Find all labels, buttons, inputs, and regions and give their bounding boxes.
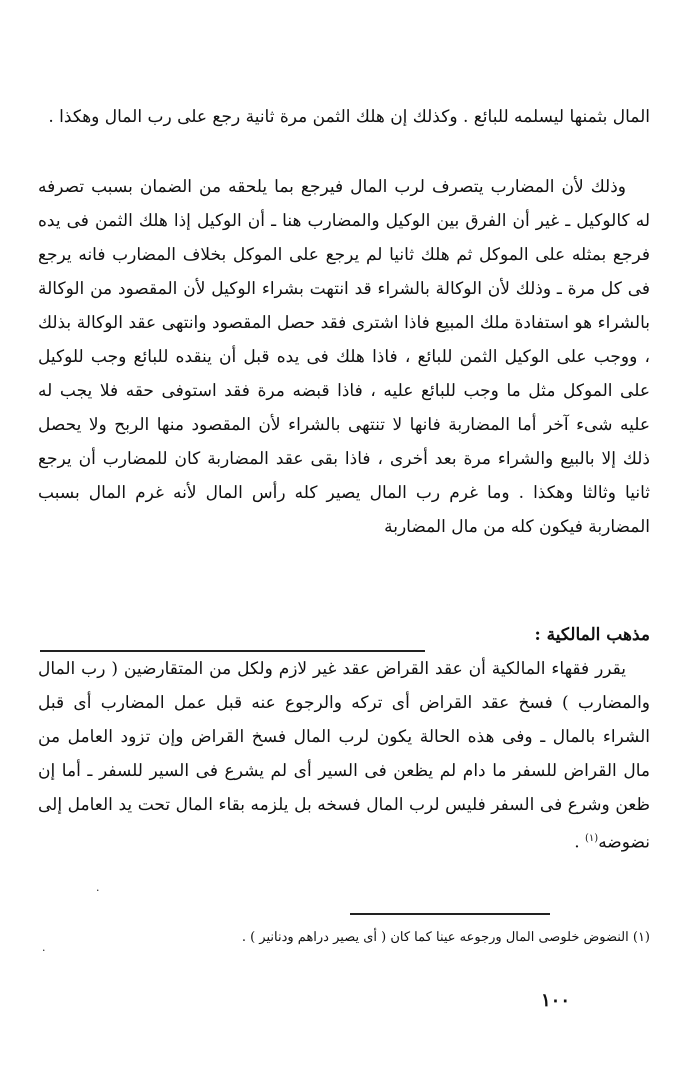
paragraph-maliki-qirad	[38, 652, 650, 860]
section-heading-maliki: مذهب المالكية :	[534, 625, 650, 645]
footnote-text: (١) النضوض خلوصى المال ورجوعه عينا كما كان ( أى يصير دراهم ودنانير ) .	[241, 930, 650, 945]
paragraph-end-mark: .	[574, 832, 585, 853]
page-number: ١٠٠	[540, 990, 570, 1011]
paragraph-continuation: المال بثمنها ليسلمه للبائع . وكذلك إن هلك الثمن مرة ثانية رجع على رب المال وهكذا .	[48, 107, 650, 127]
ink-mark: ·	[42, 944, 46, 957]
footnote-separator	[350, 913, 550, 915]
paragraph-mudarib-explanation: وذلك لأن المضارب يتصرف لرب المال فيرجع بما يلحقه من الضمان بسبب تصرفه له كالوكيل ـ غير أن الفرق بين الوكيل والمضارب هنا ـ أن الوكيل إذا هلك الثمن فى يده فرجع بمثله على الموكل ثم هلك ثانيا لم يرجع على الموكل بخلاف المضارب فانه يرجع فى كل مرة ـ وذلك لأن الوكالة بالشراء قد انتهت بشراء الوكيل لأن المقصود من الوكالة بالشراء هو استفادة ملك المبيع فاذا اشترى فقد حصل المقصود وانتهى عقد الوكالة بذلك ، ووجب على الوكيل الثمن للبائع ، فاذا هلك فى يده قبل أن ينقده للبائع وجب للوكيل على الموكل مثل ما وجب للبائع عليه ، فاذا قبضه مرة فقد استوفى حقه فلا يجب له عليه شىء آخر أما المضاربة فانها لا تنتهى بالشراء لأن المقصود منها الربح ولا يحصل ذلك إلا بالبيع والشراء مرة بعد أخرى ، فاذا بقى عقد المضاربة كان للمضارب أن يرجع ثانيا وثالثا وهكذا . وما غرم رب المال يصير كله رأس المال لأنه غرم المال بسبب المضاربة فيكون كله من مال المضاربة	[38, 177, 650, 537]
paragraph-maliki-text: يقرر فقهاء المالكية أن عقد القراض عقد غير لازم ولكل من المتقارضين ( رب المال والمضارب ) فسخ عقد القراض أى تركه والرجوع عنه قبل عمل المضارب أى قبل الشراء بالمال ـ وفى هذه الحالة يكون لرب المال فسخ القراض وإن تزود العامل من مال القراض للسفر ما دام لم يظعن فى السير أى لم يشرع فى السير للسفر ـ أما إن ظعن وشرع فى السفر فليس لرب المال فسخه بل يلزمه بقاء المال تحت يد العامل إلى نضوضه	[38, 659, 650, 853]
ink-mark: ·	[96, 884, 100, 897]
footnote-reference: (١)	[585, 833, 599, 844]
